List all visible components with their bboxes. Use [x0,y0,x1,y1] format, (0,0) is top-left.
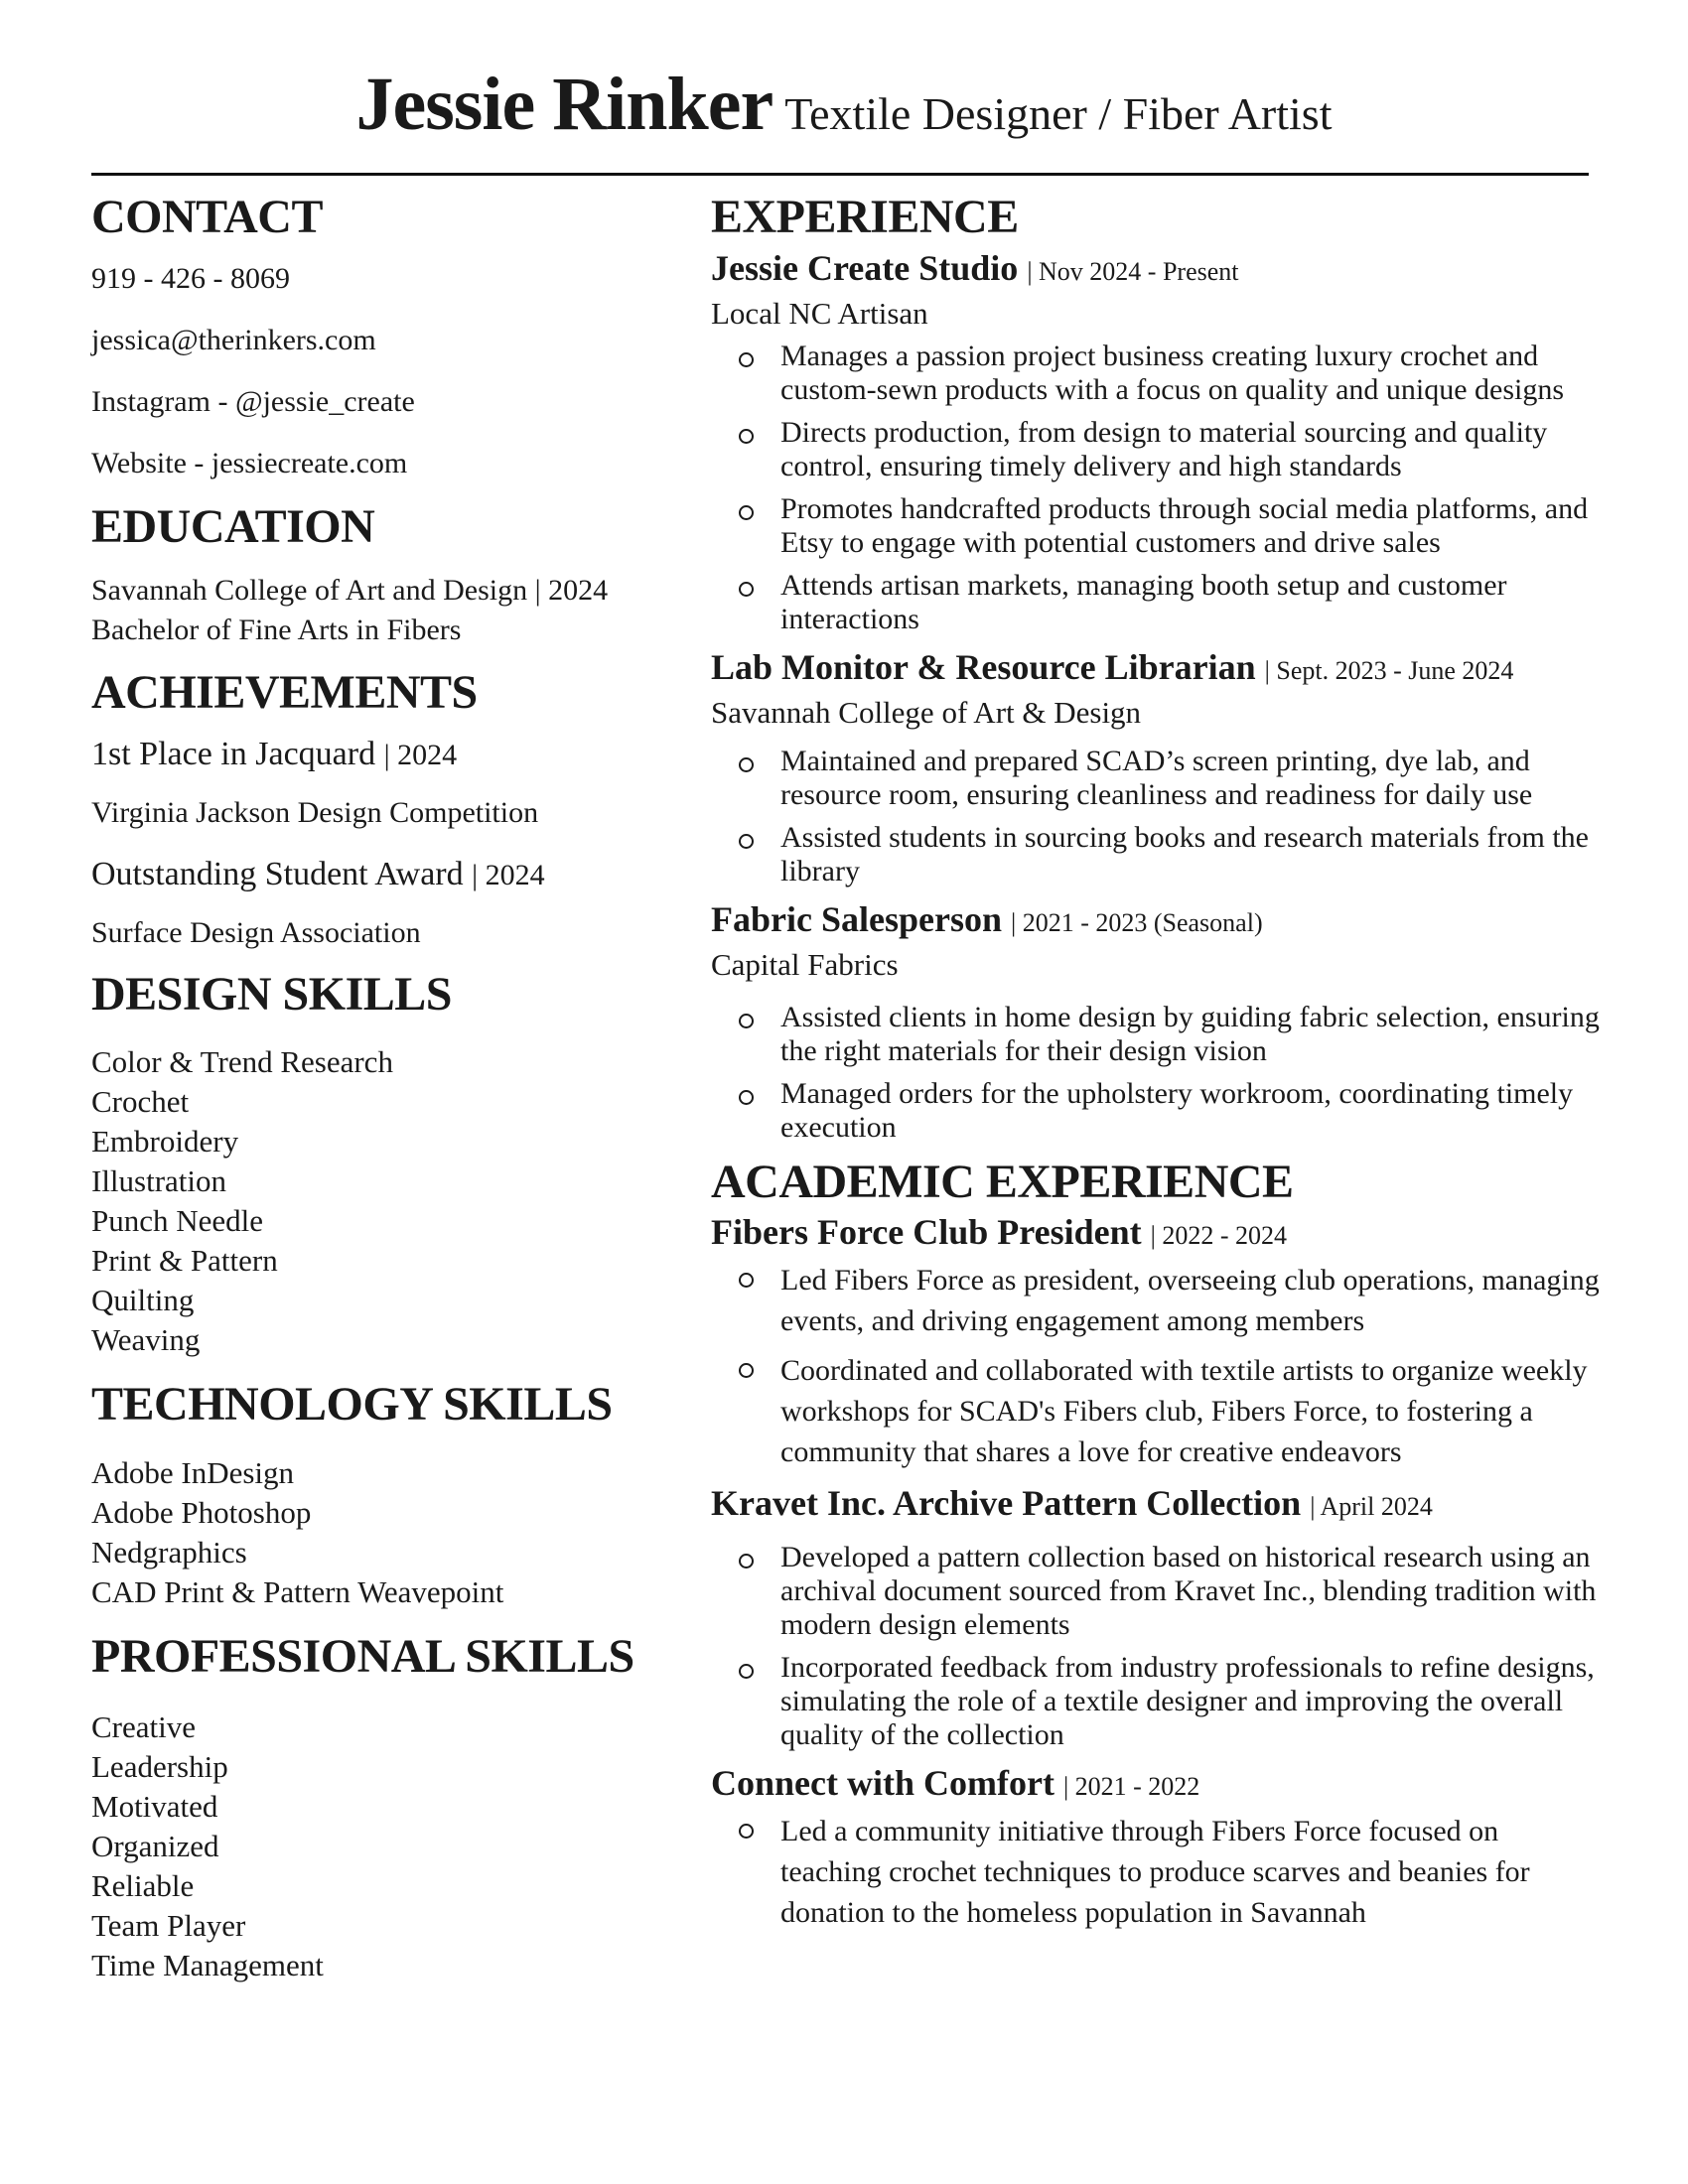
list-item [711,416,1605,483]
job-dates: | Nov 2024 - Present [1027,256,1239,286]
academic-dates: | April 2024 [1310,1492,1433,1522]
list-item [711,569,1605,636]
job-bullets [711,340,1605,636]
skill-item: Leadership [91,1748,228,1784]
job-title [711,897,1605,945]
hollow-bullet-icon [739,429,754,444]
skill-item: Illustration [91,1163,227,1199]
achievements-section [91,732,697,954]
skill-item: Motivated [91,1788,218,1824]
education-heading: EDUCATION [91,499,375,553]
job-title-text: Jessie Create Studio [711,247,1019,288]
resume-header [0,62,1688,148]
contact-website: Website - jessiecreate.com [91,446,408,479]
academic-title [711,1210,1605,1258]
bullet-text: Manages a passion project business creating luxury crochet and custom-sewn products with a focus on quality and unique designs [780,339,1565,406]
academic-dates: | 2022 - 2024 [1150,1221,1287,1251]
hollow-bullet-icon [739,1664,754,1679]
skill-item: Adobe InDesign [91,1454,295,1490]
academic-bullets [711,1811,1605,1933]
experience-entry [711,246,1605,636]
skill-item: Color & Trend Research [91,1044,393,1080]
experience-heading: EXPERIENCE [711,191,1019,243]
job-organization: Local NC Artisan [711,295,928,331]
contact-section [91,248,697,494]
bullet-text: Coordinated and collaborated with textile artists to organize weekly workshops for SCAD's Fibers club, Fibers Force, to fostering a community that shares a love for creative endeavors [780,1354,1588,1469]
skill-item: Embroidery [91,1124,239,1160]
skill-item: Weaving [91,1322,201,1358]
hollow-bullet-icon [739,1090,754,1105]
list-item [711,1350,1605,1472]
hollow-bullet-icon [739,1824,754,1839]
hollow-bullet-icon [739,1273,754,1288]
applicant-role: Textile Designer / Fiber Artist [784,88,1333,139]
bullet-text: Led Fibers Force as president, overseeing club operations, managing events, and driving engagement among members [780,1264,1600,1338]
list-item [711,1651,1605,1752]
list-item [711,745,1605,812]
academic-entry [711,1481,1605,1752]
skill-item: Organized [91,1828,219,1863]
list-item [711,1811,1605,1933]
education-section [91,571,697,650]
academic-bullets [711,1541,1605,1752]
bullet-text: Led a community initiative through Fibers Force focused on teaching crochet techniques to produce scarves and beanies for donation to the homeless population in Savannah [780,1815,1530,1930]
bullet-text: Attends artisan markets, managing booth setup and customer interactions [780,568,1507,635]
technology-skills-list [91,1453,697,1612]
design-skills-heading: DESIGN SKILLS [91,967,452,1021]
hollow-bullet-icon [739,1554,754,1569]
professional-skills-heading: PROFESSIONAL SKILLS [91,1629,634,1683]
job-dates: | 2021 - 2023 (Seasonal) [1011,907,1263,937]
bullet-text: Managed orders for the upholstery workroom, coordinating timely execution [780,1076,1574,1144]
bullet-text: Directs production, from design to material sourcing and quality control, ensuring timely delivery and high standards [780,415,1548,482]
academic-experience-heading: ACADEMIC EXPERIENCE [711,1155,1294,1208]
job-bullets [711,1001,1605,1145]
education-degree: Bachelor of Fine Arts in Fibers [91,614,462,647]
achievement-name: Outstanding Student Award [91,855,464,892]
education-school: Savannah College of Art and Design | 2024 [91,574,609,608]
job-organization: Savannah College of Art & Design [711,694,1142,730]
skill-item: Crochet [91,1084,190,1120]
achievement-org: Virginia Jackson Design Competition [91,795,539,829]
job-bullets [711,745,1605,888]
skill-item: Punch Needle [91,1203,264,1239]
academic-title-text: Fibers Force Club President [711,1212,1142,1253]
academic-title [711,1481,1605,1529]
skill-item: Team Player [91,1907,246,1943]
skill-item: Print & Pattern [91,1243,278,1279]
experience-entry [711,645,1605,888]
bullet-text: Assisted students in sourcing books and research materials from the library [780,820,1589,887]
academic-bullets [711,1260,1605,1472]
job-organization: Capital Fabrics [711,946,899,982]
academic-dates: | 2021 - 2022 [1062,1772,1200,1802]
list-item [711,821,1605,888]
skill-item: Time Management [91,1947,324,1982]
bullet-text: Assisted clients in home design by guiding fabric selection, ensuring the right materials for their design vision [780,1000,1600,1067]
bullet-text: Promotes handcrafted products through social media platforms, and Etsy to engage with potential customers and drive sales [780,491,1589,559]
list-item [711,492,1605,560]
job-title-text: Lab Monitor & Resource Librarian [711,646,1256,687]
academic-title [711,1761,1605,1809]
hollow-bullet-icon [739,757,754,772]
achievement-name: 1st Place in Jacquard [91,735,376,772]
achievement-title [91,732,697,778]
skill-item: Reliable [91,1867,195,1903]
achievement-year: | 2024 [383,738,458,771]
achievements-heading: ACHIEVEMENTS [91,666,478,720]
academic-entry [711,1210,1605,1472]
academic-title-text: Kravet Inc. Archive Pattern Collection [711,1483,1302,1524]
hollow-bullet-icon [739,352,754,367]
job-title [711,246,1605,294]
job-title-text: Fabric Salesperson [711,898,1002,939]
job-dates: | Sept. 2023 - June 2024 [1264,655,1514,685]
contact-instagram: Instagram - @jessie_create [91,384,415,418]
hollow-bullet-icon [739,582,754,597]
list-item [711,1077,1605,1145]
skill-item: Nedgraphics [91,1534,247,1570]
header-divider [91,173,1589,176]
skill-item: Creative [91,1708,197,1744]
job-title [711,645,1605,693]
hollow-bullet-icon [739,1363,754,1378]
contact-heading: CONTACT [91,191,323,243]
right-column [711,189,1605,1942]
experience-entry [711,897,1605,1145]
contact-email: jessica@therinkers.com [91,323,376,356]
bullet-text: Incorporated feedback from industry professionals to refine designs, simulating the role of a textile designer and improving the overall quality of the collection [780,1651,1595,1752]
contact-phone: 919 - 426 - 8069 [91,261,290,295]
design-skills-list [91,1042,697,1360]
list-item [711,1541,1605,1642]
hollow-bullet-icon [739,1014,754,1028]
hollow-bullet-icon [739,834,754,849]
technology-skills-heading: TECHNOLOGY SKILLS [91,1378,613,1432]
list-item [711,1001,1605,1068]
achievement-org: Surface Design Association [91,915,421,949]
academic-entry [711,1761,1605,1933]
achievement-title [91,852,697,898]
hollow-bullet-icon [739,505,754,520]
applicant-name: Jessie Rinker [355,63,774,146]
bullet-text: Developed a pattern collection based on historical research using an archival document sourced from Kravet Inc., blending tradition with modern design elements [780,1541,1597,1642]
skill-item: Quilting [91,1283,195,1318]
bullet-text: Maintained and prepared SCAD’s screen printing, dye lab, and resource room, ensuring cleanliness and readiness for daily use [780,744,1533,811]
left-column [91,189,697,1985]
skill-item: Adobe Photoshop [91,1494,312,1530]
achievement-year: | 2024 [472,858,545,891]
skill-item: CAD Print & Pattern Weavepoint [91,1573,504,1609]
list-item [711,340,1605,407]
list-item [711,1260,1605,1341]
academic-title-text: Connect with Comfort [711,1763,1055,1804]
professional-skills-list [91,1707,697,1985]
